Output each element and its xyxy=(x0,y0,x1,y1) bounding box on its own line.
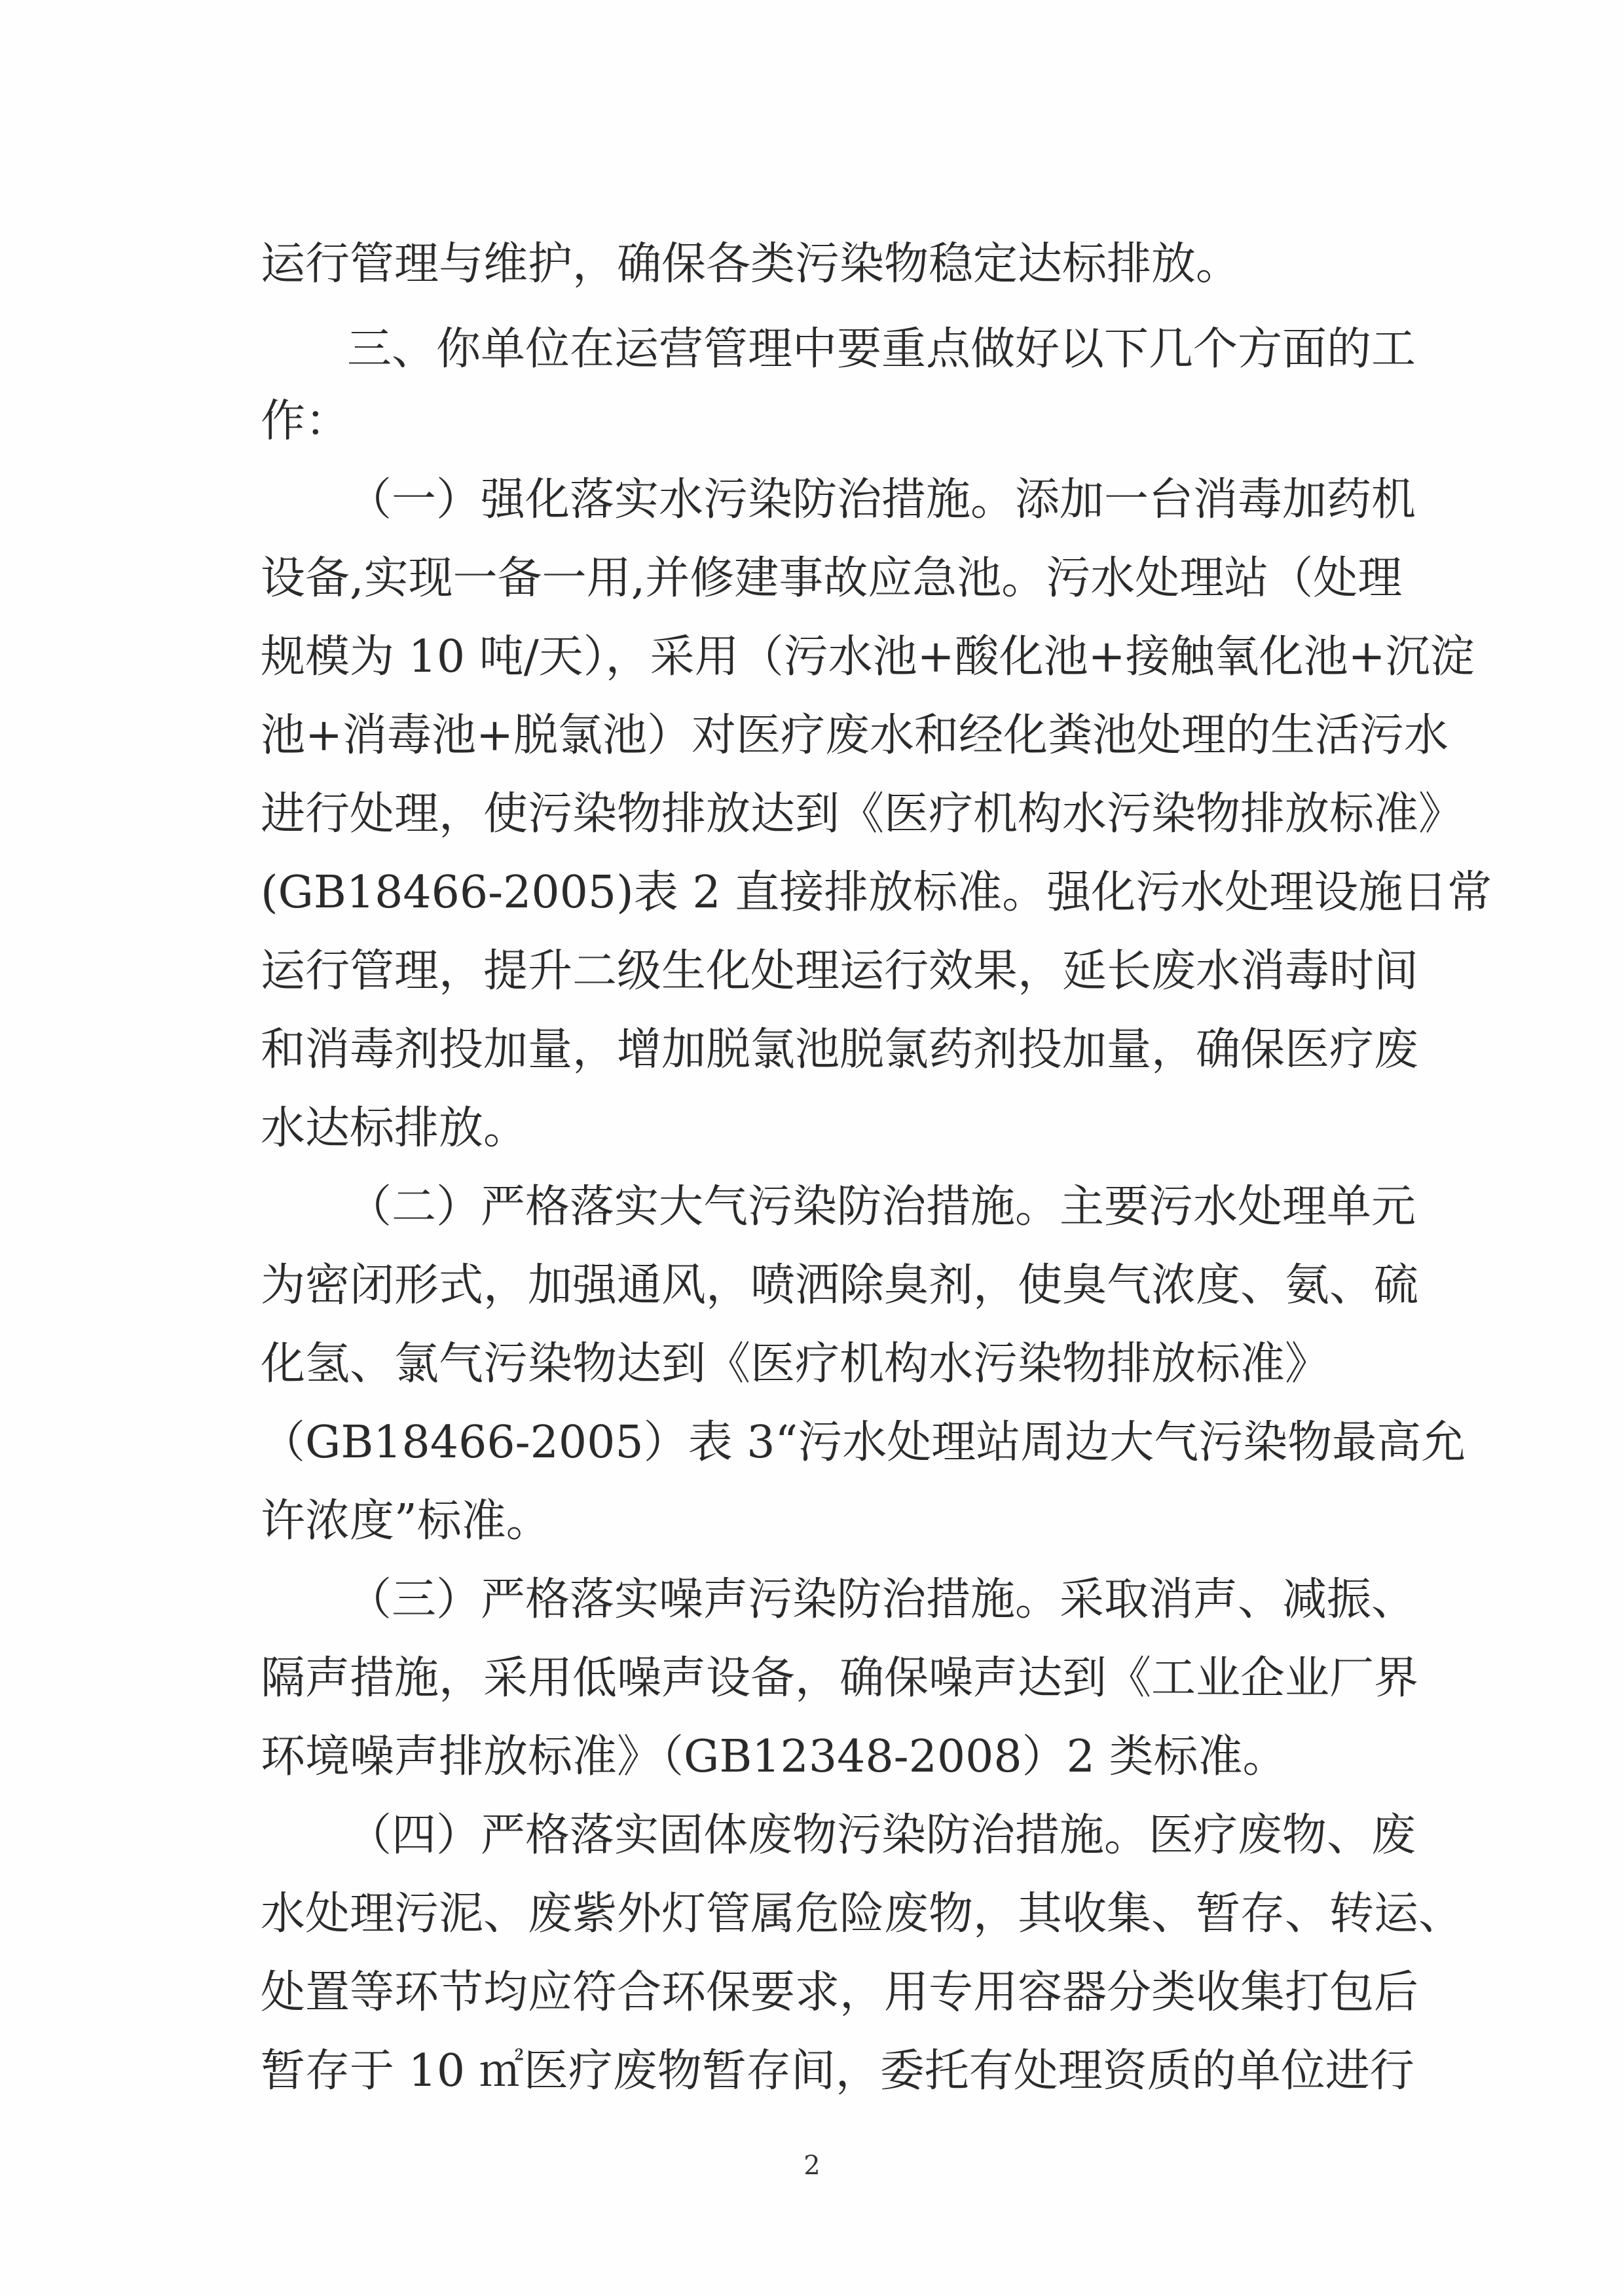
text-line: 水处理污泥、废紫外灯管属危险废物，其收集、暂存、转运、 xyxy=(261,1888,1464,1940)
text-line: 暂存于 10 ㎡医疗废物暂存间，委托有处理资质的单位进行 xyxy=(261,2045,1414,2097)
text-line: 为密闭形式，加强通风，喷洒除臭剂，使臭气浓度、氨、硫 xyxy=(261,1260,1419,1311)
text-line: 和消毒剂投加量，增加脱氯池脱氯药剂投加量，确保医疗废 xyxy=(261,1024,1419,1076)
text-line: 设备,实现一备一用,并修建事故应急池。污水处理站（处理 xyxy=(261,553,1403,604)
text-line: （GB18466-2005）表 3“污水处理站周边大气污染物最高允 xyxy=(261,1417,1466,1468)
text-line: 运行管理，提升二级生化处理运行效果，延长废水消毒时间 xyxy=(261,945,1419,997)
text-line: 进行处理，使污染物排放达到《医疗机构水污染物排放标准》 xyxy=(261,788,1464,840)
text-line: (GB18466-2005)表 2 直接排放标准。强化污水处理设施日常 xyxy=(261,867,1492,919)
text-line: 处置等环节均应符合环保要求，用专用容器分类收集打包后 xyxy=(261,1967,1419,2018)
text-line: 环境噪声排放标准》（GB12348-2008）2 类标准。 xyxy=(261,1731,1287,1783)
text-line: （二）严格落实大气污染防治措施。主要污水处理单元 xyxy=(347,1181,1416,1233)
text-line: 作： xyxy=(261,395,350,447)
text-line: 运行管理与维护，确保各类污染物稳定达标排放。 xyxy=(261,238,1241,290)
text-line: 许浓度”标准。 xyxy=(261,1495,551,1547)
text-line: 隔声措施，采用低噪声设备，确保噪声达到《工业企业厂界 xyxy=(261,1652,1419,1704)
text-line: （一）强化落实水污染防治措施。添加一台消毒加药机 xyxy=(347,474,1416,526)
text-line: 化氢、氯气污染物达到《医疗机构水污染物排放标准》 xyxy=(261,1338,1330,1390)
text-line: 三、你单位在运营管理中要重点做好以下几个方面的工 xyxy=(347,323,1416,375)
text-line: （三）严格落实噪声污染防治措施。采取消声、减振、 xyxy=(347,1574,1416,1626)
page-number: 2 xyxy=(803,2151,821,2181)
text-line: 水达标排放。 xyxy=(261,1102,528,1154)
text-line: 池+消毒池+脱氯池）对医疗废水和经化粪池处理的生活污水 xyxy=(261,710,1449,761)
text-line: （四）严格落实固体废物污染防治措施。医疗废物、废 xyxy=(347,1810,1416,1861)
text-line: 规模为 10 吨/天），采用（污水池+酸化池+接触氧化池+沉淀 xyxy=(261,631,1475,683)
